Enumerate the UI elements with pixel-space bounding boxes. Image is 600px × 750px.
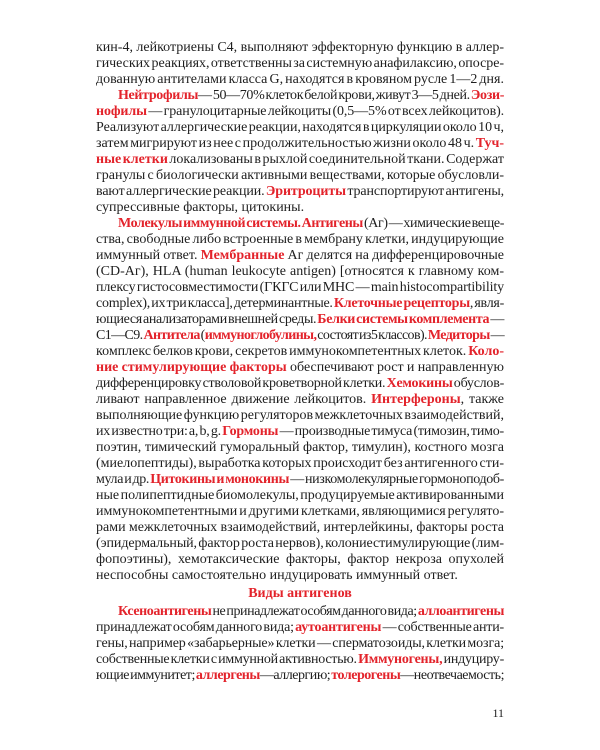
text-run: — гранулоцитарные лейкоциты (0,5—5% от всех лейкоцитов). [146, 104, 505, 119]
highlighted-term: ные клетки [96, 152, 168, 167]
text-line [96, 120, 504, 136]
highlighted-term: Интерфероны [371, 392, 461, 407]
text-run: иммунный ответ. [96, 248, 201, 263]
text-line [96, 392, 504, 408]
paragraph [96, 216, 504, 584]
text-line [96, 620, 504, 636]
text-run: ства, свободные либо встроенные в мембрану клетки, индуцирующие [96, 232, 504, 247]
highlighted-term: Медиторы [427, 328, 490, 343]
text-line [96, 488, 504, 504]
line-content [96, 328, 504, 344]
highlighted-term: Иммуногены, [358, 652, 443, 667]
text-run: транспортируют антигены, [345, 184, 504, 199]
highlighted-term: нофилы [96, 104, 147, 119]
line-content [96, 440, 504, 456]
line-content [96, 40, 504, 56]
line-content [96, 520, 504, 536]
highlighted-term: Коло- [468, 344, 504, 359]
text-run: их известно три: a, b, g. [96, 424, 223, 439]
paragraph [96, 88, 504, 216]
text-line [96, 200, 504, 216]
text-line [96, 604, 504, 620]
text-line [96, 168, 504, 184]
text-line [96, 344, 504, 360]
text-run: плексу гистосовместимости (ГКГС или МНС — main histocompartibility [96, 280, 504, 295]
line-content [96, 408, 504, 424]
highlighted-term: аллоантигены [417, 604, 504, 619]
text-run: — собственные анти- [381, 620, 505, 635]
line-content [96, 280, 504, 296]
text-run: (Аг) — химические веще- [362, 216, 504, 231]
line-content [96, 72, 504, 88]
highlighted-term: Молекулы иммунной системы. Антигены [118, 216, 363, 231]
text-line [96, 668, 504, 684]
line-content [96, 552, 504, 568]
text-run: — 50—70% клеток белой крови, живут 3—5 дней. [198, 88, 471, 103]
line-content [96, 168, 504, 184]
text-run: (CD-Аг), HLA (human leukocyte antigen) [относятся к главному ком- [96, 264, 504, 279]
text-run: гены, например «забарьерные» клетки — сперматозоиды, клетки мозга; [96, 636, 504, 651]
paragraph [96, 604, 504, 684]
line-content [96, 376, 504, 392]
line-content [96, 488, 504, 504]
line-content [96, 392, 504, 408]
text-run: (эпидермальный, фактор роста нервов), колониестимулирующие (лим- [96, 536, 504, 551]
text-run: — низкомолекулярные гормоноподоб- [289, 472, 504, 487]
text-line [96, 56, 504, 72]
highlighted-term: Эози- [470, 88, 504, 103]
page-body [96, 40, 504, 684]
text-line [96, 652, 504, 668]
text-line [96, 104, 504, 120]
text-run: , явля- [469, 296, 505, 311]
text-run: — [489, 328, 504, 343]
text-line [96, 636, 504, 652]
text-line [96, 296, 504, 312]
text-run: состоят из5 классов). [316, 328, 428, 343]
text-run: иммунокомпетентными и другими клетками, являющимися регулято- [96, 504, 504, 519]
text-line [96, 520, 504, 536]
text-run: рами межклеточных взаимодействий, интерлейкины, факторы роста [96, 520, 504, 535]
highlighted-term: Клеточные рецепторы [333, 296, 470, 311]
text-line [96, 568, 504, 584]
text-run: обуслов- [452, 376, 504, 391]
line-content [118, 88, 504, 104]
text-run: собственные клетки с иммунной активностью. [96, 652, 359, 667]
text-line [96, 504, 504, 520]
text-run: ющиеся анализаторами внешней среды. [96, 312, 318, 327]
text-run: — [489, 312, 505, 327]
text-run: — производные тимуса (тимозин, тимо- [278, 424, 504, 439]
text-line [96, 232, 504, 248]
line-content [96, 136, 504, 152]
text-line [96, 152, 504, 168]
text-line [96, 72, 504, 88]
line-content [96, 296, 504, 312]
text-run: обеспечивают рост и направленную [286, 360, 504, 375]
text-run: —неотвечаемость; [400, 668, 505, 683]
text-run: вают аллергические реакции. [96, 184, 266, 199]
text-run: гранулы с биологически активными веществами, которые обусловли- [96, 168, 504, 183]
text-line [96, 360, 504, 376]
line-content [96, 568, 458, 584]
text-run: поэтин, тимический гуморальный фактор, тимулин), костного мозга [96, 440, 504, 455]
highlighted-term: иммуноглобулины, [204, 328, 317, 343]
highlighted-term: Ксеноантигены [118, 604, 212, 619]
text-run: гических реакциях, ответственны за системную анафилаксию, опосре- [96, 56, 504, 71]
highlighted-term: Хемокины [386, 376, 453, 391]
text-line [96, 472, 504, 488]
text-line [96, 264, 504, 280]
highlighted-term: Эритроциты [265, 184, 346, 199]
line-content [118, 604, 504, 620]
highlighted-term: Белки системы комплемента [317, 312, 490, 327]
line-content [96, 344, 504, 360]
page-number: 11 [492, 706, 504, 720]
line-content [96, 104, 504, 120]
text-line [96, 552, 504, 568]
text-run: комплекс белков крови, секретов иммунокомпетентных клеток. [96, 344, 469, 359]
text-line [96, 424, 504, 440]
text-run: мула и др. [96, 472, 151, 487]
line-content [96, 312, 504, 328]
line-content [96, 504, 504, 520]
text-run: индуциру- [442, 652, 504, 667]
text-run: дованную антителами класса G, находятся в кровяном русле 1—2 дня. [96, 72, 504, 87]
text-run: локализованы в рыхлой соединительной ткани. Содержат [167, 152, 504, 167]
text-run: —аллергию; [259, 668, 332, 683]
line-content [96, 536, 504, 552]
text-line [96, 536, 504, 552]
text-line [96, 136, 504, 152]
text-line [96, 312, 504, 328]
highlighted-term: Туч- [475, 136, 504, 151]
text-run: неспособны самостоятельно индуцировать иммунный ответ. [96, 568, 458, 583]
text-run: Аг делятся на дифференцировочные [284, 248, 504, 263]
highlighted-term: аутоантигены [295, 620, 382, 635]
line-content [96, 184, 504, 200]
highlighted-term: Антитела [143, 328, 200, 343]
line-content [96, 232, 504, 248]
text-line [96, 216, 504, 232]
highlighted-term: ние стимулирующие факторы [96, 360, 287, 375]
text-line [96, 248, 504, 264]
line-content [96, 472, 504, 488]
highlighted-term: Нейтрофилы [118, 88, 199, 103]
paragraph [96, 40, 504, 88]
line-content [96, 248, 504, 264]
line-content [96, 264, 504, 280]
line-content [96, 424, 504, 440]
text-run: Реализуют аллергические реакции, находятся в циркуляции около 10 ч, [96, 120, 504, 135]
text-line [96, 376, 504, 392]
text-run: , также [460, 392, 505, 407]
text-line [96, 40, 504, 56]
text-run: не принадлежат особям данного вида; [211, 604, 418, 619]
section-heading: Виды антигенов [248, 586, 352, 601]
text-line [96, 456, 504, 472]
text-line [96, 280, 504, 296]
highlighted-term: толерогены [331, 668, 401, 683]
line-content [96, 360, 504, 376]
text-line [96, 328, 504, 344]
line-content [96, 152, 504, 168]
line-content [96, 200, 304, 216]
text-run: С1—С9. [96, 328, 144, 343]
highlighted-term: аллергены [195, 668, 260, 683]
text-run: принадлежат особям данного вида; [96, 620, 296, 635]
text-run: фопоэтины), хемотаксические факторы, фактор некроза опухолей [96, 552, 504, 567]
line-content [118, 216, 504, 232]
text-line [96, 88, 504, 104]
line-content [96, 456, 504, 472]
text-line [96, 408, 504, 424]
text-line [96, 184, 504, 200]
text-line [96, 440, 504, 456]
line-content [96, 652, 504, 668]
text-run: затем мигрируют из нее с продолжительностью жизни около 48 ч. [96, 136, 476, 151]
text-run: ливают направленное движение лейкоцитов. [96, 392, 372, 407]
text-run: ющие иммунитет; [96, 668, 196, 683]
highlighted-term: Гормоны [222, 424, 279, 439]
text-run: дифференцировку стволовой кроветворной клетки. [96, 376, 387, 391]
line-content [96, 120, 504, 136]
line-content [96, 636, 504, 652]
text-run: ( [199, 328, 205, 343]
text-run: (миелопептиды), выработка которых происходит без антигенного сти- [96, 456, 504, 471]
line-content [96, 620, 504, 636]
highlighted-term: Цитокины и монокины [150, 472, 290, 487]
line-content [96, 668, 504, 684]
text-run: супрессивные факторы, цитокины. [96, 200, 305, 215]
line-content [96, 56, 504, 72]
highlighted-term: Мембранные [200, 248, 285, 263]
text-run: complex), их три класса], детерминантные. [96, 296, 334, 311]
text-run: ные полипептидные биомолекулы, продуцируемые активированными [96, 488, 504, 503]
text-run: кин-4, лейкотриены С4, выполняют эффекторную функцию в аллер- [96, 40, 504, 55]
text-run: выполняющие функцию регуляторов межклеточных взаимодействий, [96, 408, 504, 423]
